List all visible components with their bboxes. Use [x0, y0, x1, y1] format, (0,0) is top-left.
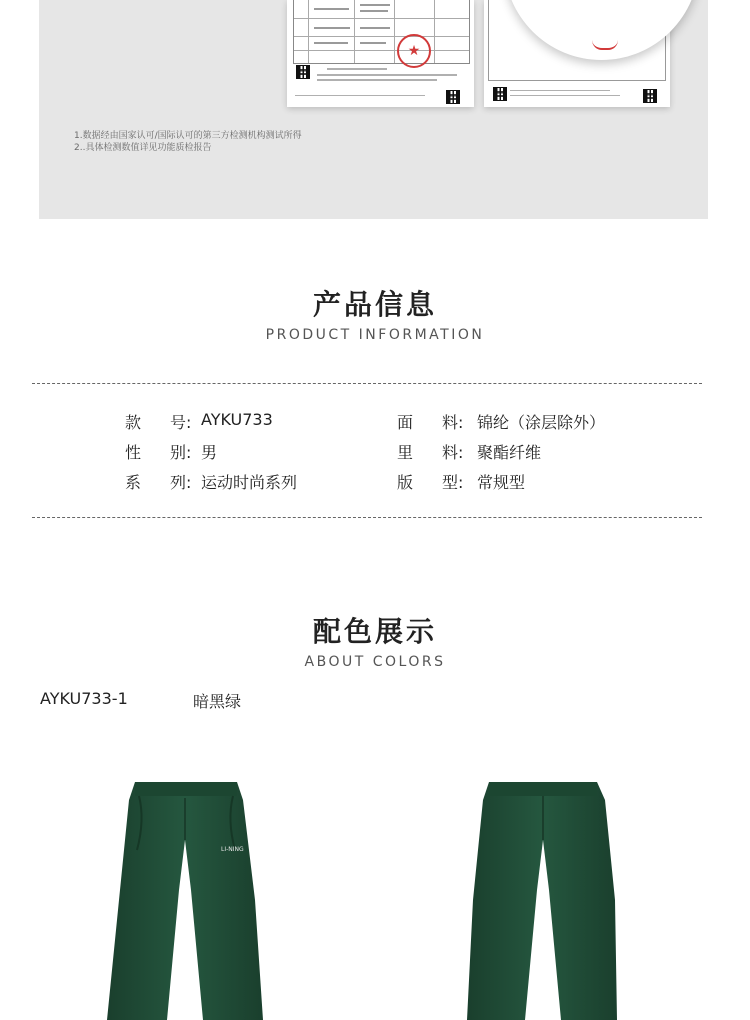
test-note-2: 2..具体检测数值详见功能质检报告 [74, 143, 212, 153]
colors-title: 配色展示 [312, 615, 437, 648]
series-value: 运动时尚系列 [201, 473, 298, 492]
qr-code-icon [297, 66, 309, 78]
qr-code-icon [447, 91, 459, 103]
color-name: 暗黑绿 [193, 692, 242, 711]
brand-logo: LI-NING [221, 846, 244, 853]
lining-value: 聚酯纤维 [477, 443, 542, 462]
qr-code-icon [494, 88, 506, 100]
test-report-page-front [287, 0, 474, 107]
qr-code-icon [644, 90, 656, 102]
fit-value: 常规型 [477, 473, 526, 492]
product-info-subtitle: PRODUCT INFORMATION [265, 327, 485, 343]
style-number-value: AYKU733 [201, 410, 273, 429]
pants-front-image [105, 780, 265, 1020]
colors-subtitle: ABOUT COLORS [304, 654, 446, 670]
official-seal-stamp: ★ [397, 34, 431, 68]
divider-bottom [32, 517, 702, 518]
color-code: AYKU733-1 [40, 689, 128, 708]
test-report-panel [39, 0, 708, 219]
divider-top [32, 383, 702, 384]
test-notes [74, 130, 302, 154]
pants-back-image [465, 780, 625, 1020]
fabric-value: 锦纶（涂层除外） [477, 413, 606, 432]
report-table [293, 0, 470, 64]
product-info-title: 产品信息 [312, 288, 437, 321]
gender-value: 男 [201, 443, 218, 462]
test-note-1: 1.数据经由国家认可/国际认可的第三方检测机构测试所得 [74, 131, 302, 141]
